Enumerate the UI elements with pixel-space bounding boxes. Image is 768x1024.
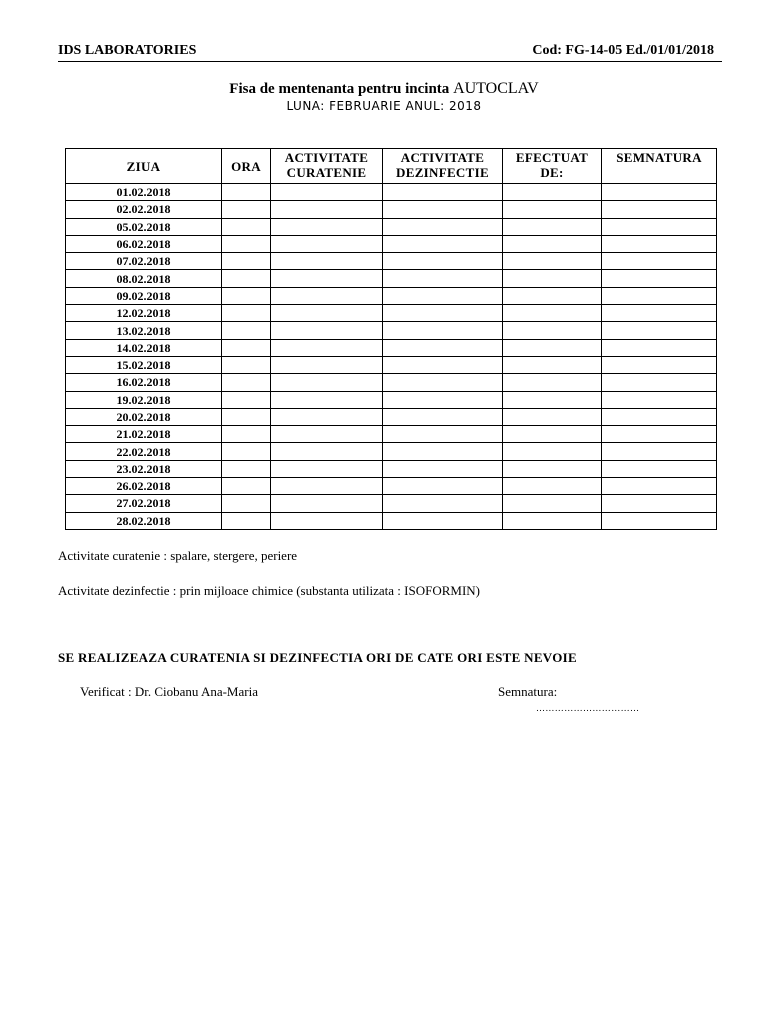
cell-curatenie — [271, 443, 383, 460]
table-row — [66, 356, 717, 373]
cell-curatenie — [271, 235, 383, 252]
table-row — [66, 478, 717, 495]
cell-efectuat — [503, 495, 602, 512]
table-row — [66, 460, 717, 477]
cell-ziua: 01.02.2018 — [66, 184, 222, 201]
cell-curatenie — [271, 391, 383, 408]
table-row — [66, 374, 717, 391]
table-row — [66, 426, 717, 443]
cell-dezinfectie — [383, 391, 503, 408]
cell-curatenie — [271, 426, 383, 443]
cell-semnatura — [602, 374, 717, 391]
cell-efectuat — [503, 235, 602, 252]
cell-dezinfectie — [383, 478, 503, 495]
cell-efectuat — [503, 322, 602, 339]
cell-curatenie — [271, 374, 383, 391]
cell-semnatura — [602, 305, 717, 322]
cell-dezinfectie — [383, 184, 503, 201]
cell-ziua: 02.02.2018 — [66, 201, 222, 218]
cell-semnatura — [602, 408, 717, 425]
cell-dezinfectie — [383, 218, 503, 235]
cell-dezinfectie — [383, 460, 503, 477]
cell-ora — [222, 460, 271, 477]
cell-ziua: 05.02.2018 — [66, 218, 222, 235]
cell-dezinfectie — [383, 322, 503, 339]
table-header-row — [66, 149, 717, 184]
cell-efectuat — [503, 478, 602, 495]
column-header-efectuat: EFECTUAT DE: — [503, 149, 602, 184]
cell-semnatura — [602, 495, 717, 512]
cell-dezinfectie — [383, 201, 503, 218]
cell-curatenie — [271, 287, 383, 304]
cell-dezinfectie — [383, 305, 503, 322]
cell-ziua: 20.02.2018 — [66, 408, 222, 425]
cell-curatenie — [271, 322, 383, 339]
column-header-ziua: ZIUA — [66, 149, 222, 184]
cell-ora — [222, 512, 271, 529]
cell-efectuat — [503, 374, 602, 391]
cell-ora — [222, 426, 271, 443]
table-row — [66, 253, 717, 270]
cell-ora — [222, 235, 271, 252]
cell-semnatura — [602, 322, 717, 339]
cell-curatenie — [271, 184, 383, 201]
cell-ziua: 09.02.2018 — [66, 287, 222, 304]
cell-ziua: 27.02.2018 — [66, 495, 222, 512]
cell-ziua: 21.02.2018 — [66, 426, 222, 443]
table-body — [66, 184, 717, 530]
table-row — [66, 495, 717, 512]
cell-semnatura — [602, 391, 717, 408]
cell-efectuat — [503, 443, 602, 460]
signature-line: …………………………… — [536, 703, 640, 713]
cell-ora — [222, 218, 271, 235]
warning-text: SE REALIZEAZA CURATENIA SI DEZINFECTIA ORI DE CATE ORI ESTE NEVOIE — [58, 650, 577, 665]
cell-dezinfectie — [383, 374, 503, 391]
cell-dezinfectie — [383, 270, 503, 287]
column-header-ora: ORA — [222, 149, 271, 184]
cell-ora — [222, 356, 271, 373]
cell-ora — [222, 408, 271, 425]
cell-ora — [222, 305, 271, 322]
cell-efectuat — [503, 356, 602, 373]
cell-ziua: 19.02.2018 — [66, 391, 222, 408]
cell-ora — [222, 443, 271, 460]
cell-ora — [222, 495, 271, 512]
cell-curatenie — [271, 495, 383, 512]
cell-curatenie — [271, 478, 383, 495]
cell-semnatura — [602, 287, 717, 304]
table-row — [66, 184, 717, 201]
cell-efectuat — [503, 391, 602, 408]
cell-semnatura — [602, 339, 717, 356]
cell-ora — [222, 201, 271, 218]
table-row — [66, 339, 717, 356]
company-name: IDS LABORATORIES — [58, 43, 197, 58]
cell-ziua: 12.02.2018 — [66, 305, 222, 322]
cell-semnatura — [602, 184, 717, 201]
table-row — [66, 408, 717, 425]
table-row — [66, 322, 717, 339]
title-device: AUTOCLAV — [453, 80, 539, 97]
cell-curatenie — [271, 460, 383, 477]
signature-label: Semnatura: — [498, 684, 558, 699]
table-row — [66, 270, 717, 287]
cell-ora — [222, 322, 271, 339]
cell-dezinfectie — [383, 495, 503, 512]
table-row — [66, 235, 717, 252]
cell-semnatura — [602, 270, 717, 287]
title-main: Fisa de mentenanta pentru incinta — [229, 81, 450, 97]
verified-by: Verificat : Dr. Ciobanu Ana-Maria — [80, 684, 258, 699]
cell-curatenie — [271, 356, 383, 373]
cell-ziua: 26.02.2018 — [66, 478, 222, 495]
table-row — [66, 443, 717, 460]
table-row — [66, 287, 717, 304]
table-row — [66, 391, 717, 408]
column-header-semnatura: SEMNATURA — [602, 149, 717, 184]
cell-ziua: 08.02.2018 — [66, 270, 222, 287]
cell-ziua: 16.02.2018 — [66, 374, 222, 391]
cell-curatenie — [271, 512, 383, 529]
cell-efectuat — [503, 426, 602, 443]
cell-ora — [222, 391, 271, 408]
cell-ora — [222, 339, 271, 356]
cell-semnatura — [602, 512, 717, 529]
cell-ziua: 23.02.2018 — [66, 460, 222, 477]
cell-efectuat — [503, 408, 602, 425]
cell-ora — [222, 374, 271, 391]
column-header-dezinfectie: ACTIVITATE DEZINFECTIE — [383, 149, 503, 184]
table-row — [66, 512, 717, 529]
cell-ora — [222, 184, 271, 201]
cell-semnatura — [602, 235, 717, 252]
cell-curatenie — [271, 270, 383, 287]
cell-semnatura — [602, 478, 717, 495]
cell-ora — [222, 478, 271, 495]
cell-curatenie — [271, 408, 383, 425]
cell-dezinfectie — [383, 426, 503, 443]
cell-efectuat — [503, 253, 602, 270]
cell-dezinfectie — [383, 356, 503, 373]
cell-semnatura — [602, 356, 717, 373]
document-header — [58, 43, 722, 62]
cell-semnatura — [602, 426, 717, 443]
cell-efectuat — [503, 287, 602, 304]
cell-ziua: 07.02.2018 — [66, 253, 222, 270]
cell-curatenie — [271, 218, 383, 235]
cell-efectuat — [503, 305, 602, 322]
cell-dezinfectie — [383, 512, 503, 529]
cell-efectuat — [503, 460, 602, 477]
cell-ziua: 22.02.2018 — [66, 443, 222, 460]
cell-semnatura — [602, 253, 717, 270]
column-header-curatenie: ACTIVITATE CURATENIE — [271, 149, 383, 184]
table-row — [66, 201, 717, 218]
cell-ora — [222, 287, 271, 304]
cell-curatenie — [271, 305, 383, 322]
cell-semnatura — [602, 201, 717, 218]
cell-efectuat — [503, 218, 602, 235]
cell-dezinfectie — [383, 253, 503, 270]
cell-curatenie — [271, 201, 383, 218]
cell-semnatura — [602, 218, 717, 235]
cell-efectuat — [503, 512, 602, 529]
cell-ziua: 06.02.2018 — [66, 235, 222, 252]
cell-curatenie — [271, 339, 383, 356]
cell-dezinfectie — [383, 339, 503, 356]
note-dezinfectie: Activitate dezinfectie : prin mijloace chimice (substanta utilizata : ISOFORMIN) — [58, 583, 481, 598]
cell-ziua: 14.02.2018 — [66, 339, 222, 356]
cell-efectuat — [503, 184, 602, 201]
cell-ziua: 15.02.2018 — [66, 356, 222, 373]
note-curatenie: Activitate curatenie : spalare, stergere, periere — [58, 548, 298, 563]
cell-curatenie — [271, 253, 383, 270]
cell-dezinfectie — [383, 287, 503, 304]
document-code: Cod: FG-14-05 Ed./01/01/2018 — [532, 43, 714, 58]
table-row — [66, 305, 717, 322]
cell-ziua: 13.02.2018 — [66, 322, 222, 339]
maintenance-table — [65, 148, 717, 530]
cell-dezinfectie — [383, 235, 503, 252]
cell-ora — [222, 253, 271, 270]
cell-dezinfectie — [383, 408, 503, 425]
cell-efectuat — [503, 339, 602, 356]
document-title — [0, 80, 768, 98]
table-row — [66, 218, 717, 235]
cell-ora — [222, 270, 271, 287]
cell-dezinfectie — [383, 443, 503, 460]
cell-efectuat — [503, 270, 602, 287]
cell-semnatura — [602, 443, 717, 460]
cell-ziua: 28.02.2018 — [66, 512, 222, 529]
cell-semnatura — [602, 460, 717, 477]
document-subtitle: LUNA: FEBRUARIE ANUL: 2018 — [286, 99, 482, 113]
cell-efectuat — [503, 201, 602, 218]
